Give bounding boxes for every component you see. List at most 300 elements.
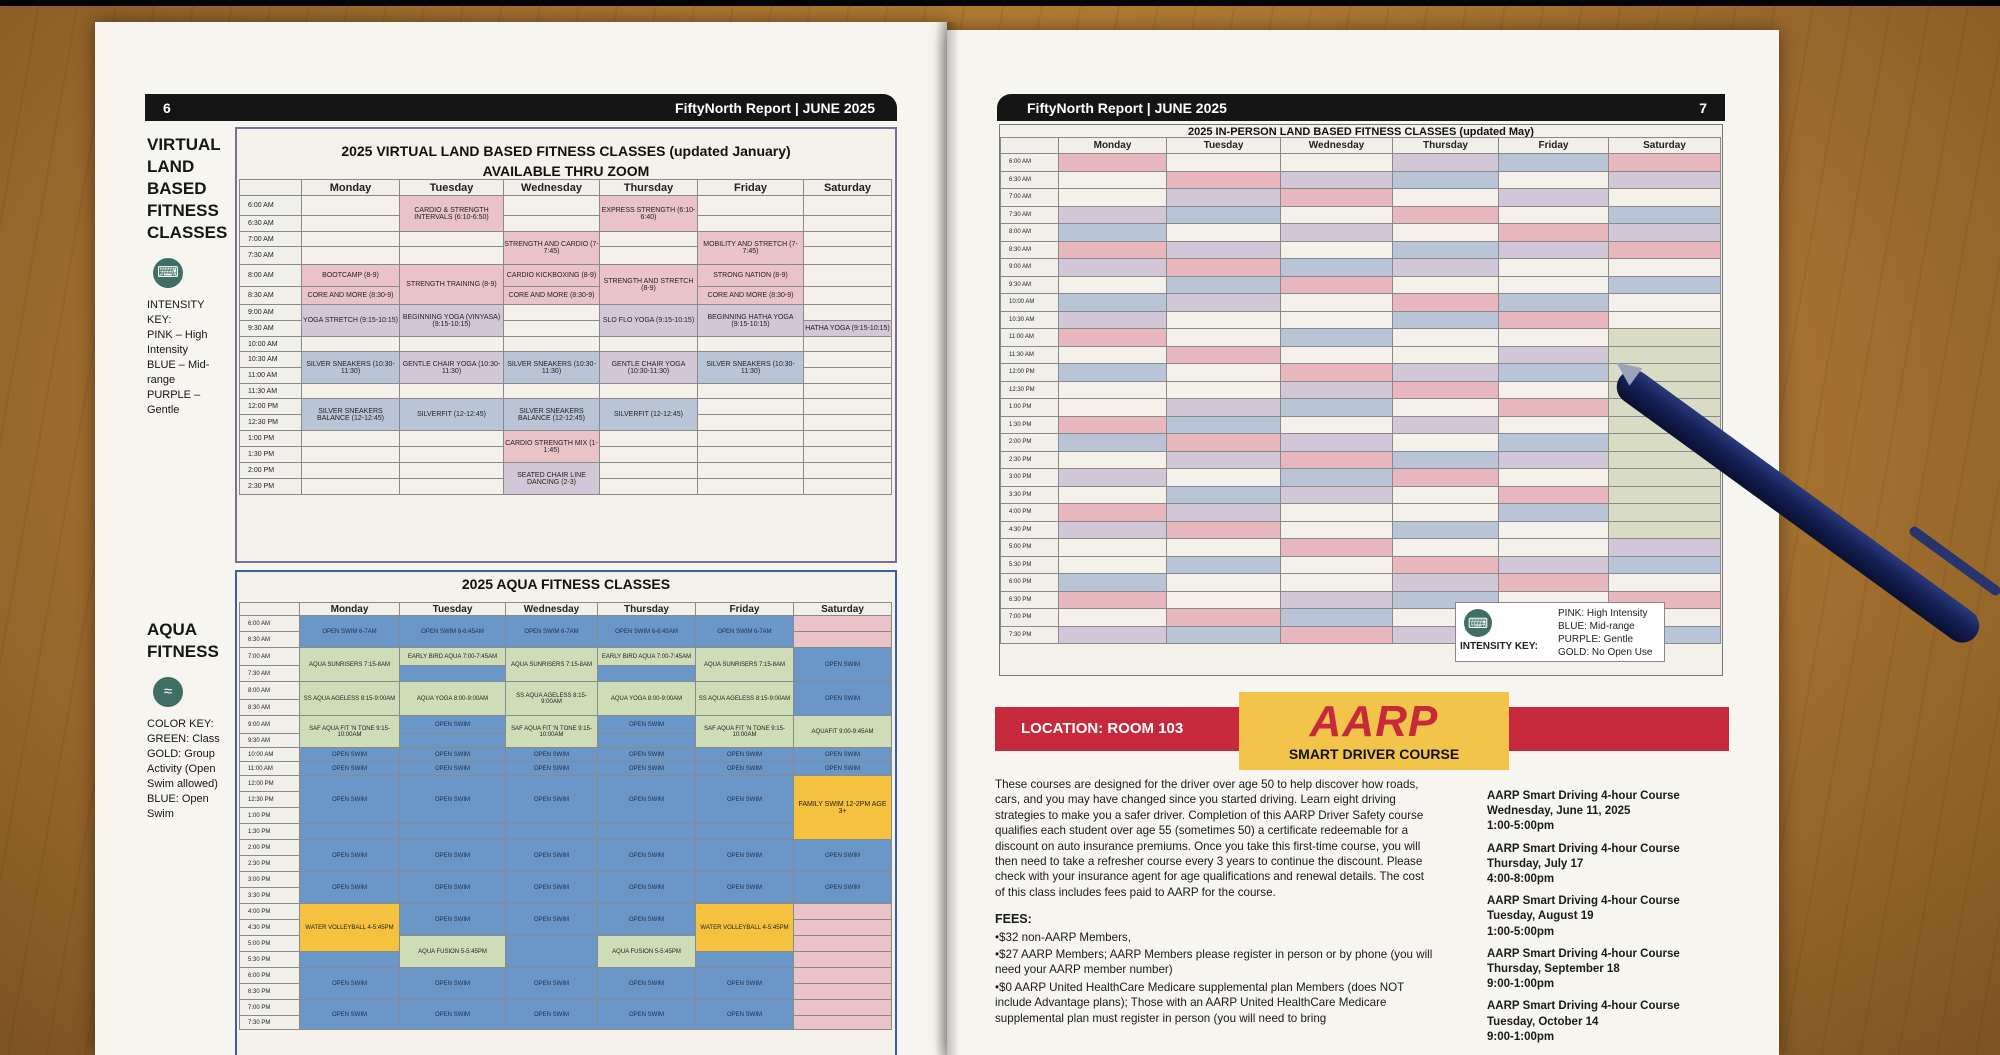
key-line-gold: GOLD: No Open Use bbox=[1558, 647, 1653, 658]
class-cell: OPEN SWIM 6-7AM bbox=[696, 616, 794, 648]
class-cell: AQUA YOGA 8:00-9:00AM bbox=[400, 682, 506, 716]
class-cell: OPEN SWIM bbox=[400, 872, 506, 904]
class-cell: AQUA YOGA 8:00-9:00AM bbox=[598, 682, 696, 716]
schedule-cell bbox=[1393, 189, 1499, 207]
time-cell: 6:30 AM bbox=[1001, 171, 1059, 189]
schedule-cell bbox=[1499, 556, 1609, 574]
aarp-logo bbox=[1239, 692, 1509, 770]
class-cell: OPEN SWIM 6-7AM bbox=[506, 616, 598, 648]
aqua-schedule-table bbox=[239, 602, 892, 1030]
swimmer-icon: ≈ bbox=[153, 677, 183, 707]
schedule-cell bbox=[1499, 469, 1609, 487]
class-cell: STRENGTH TRAINING (8-9) bbox=[400, 265, 504, 305]
schedule-cell bbox=[1059, 591, 1167, 609]
schedule-cell bbox=[1499, 259, 1609, 277]
class-cell: CARDIO KICKBOXING (8-9) bbox=[504, 265, 600, 287]
class-cell: SAF AQUA FIT 'N TONE 9:15-10:00AM bbox=[506, 716, 598, 748]
time-cell: 10:00 AM bbox=[1001, 294, 1059, 312]
class-cell: AQUA SUNRISERS 7:15-8AM bbox=[696, 648, 794, 682]
class-cell: OPEN SWIM bbox=[598, 840, 696, 872]
aarp-brand: AARP bbox=[1309, 697, 1439, 746]
time-cell: 10:00 AM bbox=[240, 337, 302, 352]
time-cell: 6:30 PM bbox=[240, 984, 300, 1000]
day-header: Saturday bbox=[1609, 138, 1721, 154]
class-cell: AQUA SUNRISERS 7:15-8AM bbox=[300, 648, 400, 682]
class-cell: SILVER SNEAKERS (10:30-11:30) bbox=[504, 352, 600, 384]
schedule-cell bbox=[1281, 399, 1393, 417]
schedule-cell bbox=[1059, 609, 1167, 627]
schedule-cell bbox=[1281, 591, 1393, 609]
inperson-schedule bbox=[999, 124, 1723, 676]
class-cell: OPEN SWIM bbox=[696, 968, 794, 1000]
schedule-cell bbox=[1167, 609, 1281, 627]
schedule-cell bbox=[1167, 364, 1281, 382]
class-cell: SILVER SNEAKERS (10:30-11:30) bbox=[302, 352, 400, 384]
schedule-cell bbox=[1167, 294, 1281, 312]
time-cell: 2:00 PM bbox=[240, 463, 302, 479]
class-cell: CORE AND MORE (8:30-9) bbox=[698, 287, 804, 305]
class-cell: OPEN SWIM bbox=[506, 776, 598, 824]
day-header: Thursday bbox=[598, 603, 696, 616]
book-gutter bbox=[935, 22, 959, 1055]
schedule-cell bbox=[1167, 469, 1281, 487]
schedule-cell bbox=[1059, 381, 1167, 399]
class-cell: OPEN SWIM bbox=[794, 840, 892, 872]
schedule-cell bbox=[1167, 416, 1281, 434]
time-cell: 2:30 PM bbox=[240, 856, 300, 872]
schedule-cell bbox=[1281, 206, 1393, 224]
time-cell: 4:30 PM bbox=[1001, 521, 1059, 539]
class-cell: STRENGTH AND CARDIO (7-7:45) bbox=[504, 232, 600, 265]
class-cell: SILVERFIT (12-12:45) bbox=[400, 399, 504, 431]
class-cell: OPEN SWIM bbox=[598, 1000, 696, 1030]
class-cell: AQUA FUSION 5-5:45PM bbox=[400, 936, 506, 968]
right-header-title: FiftyNorth Report | JUNE 2025 bbox=[1027, 99, 1227, 116]
key-line-gold: GOLD: Group Activity (Open Swim allowed) bbox=[147, 748, 218, 790]
schedule-cell bbox=[1281, 626, 1393, 644]
class-cell: OPEN SWIM bbox=[696, 776, 794, 824]
schedule-cell bbox=[1167, 591, 1281, 609]
schedule-cell bbox=[1499, 381, 1609, 399]
session-item: AARP Smart Driving 4-hour Course Thursday, July 17 4:00-8:00pm bbox=[1487, 842, 1680, 886]
class-cell: EARLY BIRD AQUA 7:00-7:45AM bbox=[598, 648, 696, 666]
schedule-cell bbox=[1281, 486, 1393, 504]
time-cell: 10:30 AM bbox=[240, 352, 302, 368]
key-line-open: BLUE: Open Swim bbox=[147, 793, 209, 820]
schedule-cell bbox=[1281, 259, 1393, 277]
keyboard-icon: ⌨ bbox=[1464, 609, 1492, 637]
intensity-key-label: INTENSITY KEY: bbox=[1460, 641, 1538, 652]
schedule-cell bbox=[1499, 294, 1609, 312]
class-cell: OPEN SWIM bbox=[598, 872, 696, 904]
time-cell: 4:30 PM bbox=[240, 920, 300, 936]
schedule-cell bbox=[1393, 539, 1499, 557]
schedule-cell bbox=[1167, 486, 1281, 504]
schedule-cell bbox=[1281, 539, 1393, 557]
day-header: Thursday bbox=[600, 180, 698, 196]
schedule-cell bbox=[1281, 451, 1393, 469]
schedule-cell bbox=[1499, 539, 1609, 557]
schedule-cell bbox=[1393, 381, 1499, 399]
schedule-cell bbox=[1059, 276, 1167, 294]
time-cell: 1:00 PM bbox=[240, 431, 302, 447]
aarp-description bbox=[995, 777, 1435, 1026]
class-cell: BOOTCAMP (8-9) bbox=[302, 265, 400, 287]
schedule-cell bbox=[1059, 469, 1167, 487]
key-line-purple: PURPLE: Gentle bbox=[1558, 634, 1634, 645]
schedule-cell bbox=[1059, 574, 1167, 592]
schedule-cell bbox=[1499, 329, 1609, 347]
schedule-cell bbox=[1393, 364, 1499, 382]
schedule-cell bbox=[1499, 364, 1609, 382]
time-cell: 3:00 PM bbox=[240, 872, 300, 888]
time-cell: 2:00 PM bbox=[1001, 434, 1059, 452]
class-cell: SILVER SNEAKERS BALANCE (12-12:45) bbox=[504, 399, 600, 431]
time-cell: 10:30 AM bbox=[1001, 311, 1059, 329]
day-header: Friday bbox=[1499, 138, 1609, 154]
schedule-cell bbox=[1167, 329, 1281, 347]
schedule-cell bbox=[1281, 504, 1393, 522]
time-cell: 2:00 PM bbox=[240, 840, 300, 856]
day-header: Wednesday bbox=[1281, 138, 1393, 154]
schedule-cell bbox=[1059, 189, 1167, 207]
class-cell: SILVER SNEAKERS BALANCE (12-12:45) bbox=[302, 399, 400, 431]
time-cell: 4:00 PM bbox=[1001, 504, 1059, 522]
schedule-cell bbox=[1393, 434, 1499, 452]
schedule-cell bbox=[1281, 276, 1393, 294]
schedule-cell bbox=[1609, 486, 1721, 504]
schedule-cell bbox=[1167, 171, 1281, 189]
day-header: Tuesday bbox=[400, 603, 506, 616]
time-cell: 6:00 AM bbox=[240, 196, 302, 216]
class-cell: FAMILY SWIM 12-2PM AGE 3+ bbox=[794, 776, 892, 840]
class-cell: OPEN SWIM bbox=[794, 872, 892, 904]
key-line-pink: PINK – High Intensity bbox=[147, 329, 208, 356]
class-cell: EARLY BIRD AQUA 7:00-7:45AM bbox=[400, 648, 506, 666]
class-cell: OPEN SWIM bbox=[400, 840, 506, 872]
schedule-cell bbox=[1281, 469, 1393, 487]
schedule-cell bbox=[1059, 416, 1167, 434]
time-cell: 6:00 PM bbox=[1001, 574, 1059, 592]
session-item: AARP Smart Driving 4-hour Course Tuesday, August 19 1:00-5:00pm bbox=[1487, 895, 1680, 938]
time-cell: 3:30 PM bbox=[240, 888, 300, 904]
schedule-cell bbox=[1167, 241, 1281, 259]
class-cell: OPEN SWIM bbox=[300, 872, 400, 904]
schedule-cell bbox=[1281, 171, 1393, 189]
schedule-cell bbox=[1609, 521, 1721, 539]
day-header: Saturday bbox=[804, 180, 892, 196]
schedule-cell bbox=[1281, 556, 1393, 574]
time-cell: 8:30 AM bbox=[240, 700, 300, 716]
schedule-cell bbox=[1167, 189, 1281, 207]
class-cell: BEGINNING HATHA YOGA (9:15-10:15) bbox=[698, 305, 804, 337]
schedule-cell bbox=[1499, 154, 1609, 172]
aarp-location: LOCATION: ROOM 103 bbox=[1021, 720, 1184, 737]
schedule-cell bbox=[1281, 574, 1393, 592]
time-cell: 4:00 PM bbox=[240, 904, 300, 920]
class-cell: OPEN SWIM bbox=[794, 648, 892, 682]
schedule-cell bbox=[1609, 276, 1721, 294]
time-cell: 7:00 AM bbox=[240, 648, 300, 666]
schedule-cell bbox=[1393, 451, 1499, 469]
left-header-title: FiftyNorth Report | JUNE 2025 bbox=[675, 99, 875, 116]
aqua-schedule bbox=[235, 570, 897, 1055]
schedule-cell bbox=[1167, 434, 1281, 452]
time-cell: 9:30 AM bbox=[1001, 276, 1059, 294]
schedule-cell bbox=[1059, 626, 1167, 644]
time-cell: 1:00 PM bbox=[1001, 399, 1059, 417]
class-cell: OPEN SWIM bbox=[506, 904, 598, 936]
time-cell: 11:30 AM bbox=[1001, 346, 1059, 364]
day-header: Thursday bbox=[1393, 138, 1499, 154]
class-cell: OPEN SWIM bbox=[400, 1000, 506, 1030]
schedule-cell bbox=[1059, 171, 1167, 189]
schedule-cell bbox=[1059, 399, 1167, 417]
schedule-cell bbox=[1499, 206, 1609, 224]
schedule-cell bbox=[1609, 311, 1721, 329]
schedule-cell bbox=[1499, 504, 1609, 522]
time-cell: 9:00 AM bbox=[240, 305, 302, 321]
time-cell: 9:00 AM bbox=[240, 716, 300, 734]
schedule-cell bbox=[1167, 311, 1281, 329]
right-page bbox=[947, 30, 1779, 1055]
class-cell: OPEN SWIM bbox=[400, 968, 506, 1000]
class-cell: OPEN SWIM bbox=[400, 716, 506, 734]
schedule-cell bbox=[1609, 154, 1721, 172]
schedule-cell bbox=[1393, 171, 1499, 189]
class-cell: WATER VOLLEYBALL 4-5:45PM bbox=[300, 904, 400, 952]
schedule-cell bbox=[1059, 434, 1167, 452]
class-cell: OPEN SWIM bbox=[598, 968, 696, 1000]
class-cell: OPEN SWIM bbox=[794, 748, 892, 762]
keyboard-icon: ⌨ bbox=[153, 258, 183, 288]
aqua-schedule-title: 2025 AQUA FITNESS CLASSES bbox=[461, 576, 671, 592]
class-cell: OPEN SWIM bbox=[598, 762, 696, 776]
class-cell: OPEN SWIM bbox=[506, 968, 598, 1000]
class-cell: SS AQUA AGELESS 8:15-9:00AM bbox=[696, 682, 794, 716]
schedule-cell bbox=[1393, 556, 1499, 574]
class-cell: OPEN SWIM bbox=[400, 762, 506, 776]
left-page-number: 6 bbox=[163, 99, 171, 116]
schedule-cell bbox=[1281, 521, 1393, 539]
class-cell: OPEN SWIM bbox=[696, 748, 794, 762]
time-cell: 5:00 PM bbox=[240, 936, 300, 952]
class-cell: SEATED CHAIR LINE DANCING (2-3) bbox=[504, 463, 600, 495]
schedule-cell bbox=[1609, 259, 1721, 277]
time-cell: 11:30 AM bbox=[240, 384, 302, 399]
schedule-cell bbox=[1609, 469, 1721, 487]
day-header: Tuesday bbox=[400, 180, 504, 196]
schedule-cell bbox=[1393, 276, 1499, 294]
schedule-cell bbox=[1499, 416, 1609, 434]
schedule-cell bbox=[1499, 311, 1609, 329]
time-cell: 7:00 AM bbox=[1001, 189, 1059, 207]
class-cell: OPEN SWIM bbox=[598, 776, 696, 824]
inperson-body bbox=[1001, 154, 1721, 644]
schedule-cell bbox=[1499, 486, 1609, 504]
schedule-cell bbox=[1393, 329, 1499, 347]
schedule-cell bbox=[1499, 276, 1609, 294]
time-cell: 9:30 AM bbox=[240, 734, 300, 748]
class-cell: OPEN SWIM bbox=[300, 1000, 400, 1030]
session-item: AARP Smart Driving 4-hour Course Wednesday, June 11, 2025 1:00-5:00pm bbox=[1487, 790, 1680, 833]
class-cell: OPEN SWIM bbox=[696, 840, 794, 872]
schedule-cell bbox=[1393, 154, 1499, 172]
schedule-cell bbox=[1281, 224, 1393, 242]
class-cell: OPEN SWIM bbox=[400, 904, 506, 936]
schedule-cell bbox=[1393, 346, 1499, 364]
schedule-cell bbox=[1499, 346, 1609, 364]
day-header: Monday bbox=[302, 180, 400, 196]
class-cell: OPEN SWIM bbox=[696, 1000, 794, 1030]
time-cell: 7:30 AM bbox=[240, 247, 302, 265]
schedule-cell bbox=[1393, 241, 1499, 259]
key-line-pink: PINK: High Intensity bbox=[1558, 608, 1648, 619]
time-cell: 7:00 PM bbox=[240, 1000, 300, 1016]
schedule-cell bbox=[1393, 574, 1499, 592]
class-cell: OPEN SWIM bbox=[794, 762, 892, 776]
schedule-cell bbox=[1393, 294, 1499, 312]
schedule-cell bbox=[1281, 609, 1393, 627]
fee-item: •$27 AARP Members; AARP Members please register in person or by phone (you will need your AARP member number) bbox=[995, 948, 1433, 977]
schedule-cell bbox=[1059, 206, 1167, 224]
schedule-cell bbox=[1499, 521, 1609, 539]
time-cell: 8:00 AM bbox=[240, 265, 302, 287]
schedule-cell bbox=[1499, 241, 1609, 259]
schedule-cell bbox=[1609, 189, 1721, 207]
class-cell: OPEN SWIM bbox=[506, 872, 598, 904]
schedule-cell bbox=[1167, 276, 1281, 294]
class-cell: MOBILITY AND STRETCH (7-7:45) bbox=[698, 232, 804, 265]
intensity-key-box bbox=[1455, 602, 1665, 662]
schedule-cell bbox=[1281, 311, 1393, 329]
key-line-blue: BLUE – Mid-range bbox=[147, 359, 210, 386]
aarp-course-title: SMART DRIVER COURSE bbox=[1288, 746, 1460, 762]
schedule-cell bbox=[1281, 241, 1393, 259]
schedule-cell bbox=[1281, 434, 1393, 452]
schedule-cell bbox=[1609, 346, 1721, 364]
schedule-cell bbox=[1609, 539, 1721, 557]
schedule-cell bbox=[1609, 206, 1721, 224]
day-header: Friday bbox=[698, 180, 804, 196]
time-cell: 9:00 AM bbox=[1001, 259, 1059, 277]
class-cell: AQUA FUSION 5-5:45PM bbox=[598, 936, 696, 968]
class-cell: SS AQUA AGELESS 8:15-9:00AM bbox=[506, 682, 598, 716]
time-cell: 7:30 PM bbox=[240, 1016, 300, 1030]
schedule-cell bbox=[1167, 521, 1281, 539]
time-cell: 2:30 PM bbox=[1001, 451, 1059, 469]
class-cell: OPEN SWIM bbox=[506, 1000, 598, 1030]
day-header: Wednesday bbox=[504, 180, 600, 196]
schedule-cell bbox=[1393, 469, 1499, 487]
time-cell: 6:30 AM bbox=[240, 216, 302, 232]
schedule-cell bbox=[1059, 224, 1167, 242]
class-cell: OPEN SWIM bbox=[300, 762, 400, 776]
schedule-cell bbox=[1281, 364, 1393, 382]
class-cell: CARDIO & STRENGTH INTERVALS (6:10-6:50) bbox=[400, 196, 504, 232]
time-cell: 1:30 PM bbox=[240, 824, 300, 840]
schedule-cell bbox=[1059, 504, 1167, 522]
schedule-cell bbox=[1393, 416, 1499, 434]
class-cell: OPEN SWIM bbox=[598, 748, 696, 762]
class-cell: OPEN SWIM 6-7AM bbox=[300, 616, 400, 648]
class-cell: OPEN SWIM bbox=[598, 904, 696, 936]
time-cell: 3:00 PM bbox=[1001, 469, 1059, 487]
time-cell: 10:00 AM bbox=[240, 748, 300, 762]
class-cell: OPEN SWIM bbox=[400, 776, 506, 824]
virtual-schedule-table bbox=[239, 179, 892, 495]
schedule-cell bbox=[1393, 504, 1499, 522]
time-cell: 5:00 PM bbox=[1001, 539, 1059, 557]
schedule-cell bbox=[1059, 294, 1167, 312]
schedule-cell bbox=[1393, 311, 1499, 329]
day-header: Tuesday bbox=[1167, 138, 1281, 154]
time-cell: 1:30 PM bbox=[1001, 416, 1059, 434]
schedule-cell bbox=[1167, 539, 1281, 557]
class-cell: SAF AQUA FIT 'N TONE 9:15-10:00AM bbox=[696, 716, 794, 748]
class-cell: BEGINNING YOGA (VINYASA) (9:15-10:15) bbox=[400, 305, 504, 337]
time-cell: 2:30 PM bbox=[240, 479, 302, 495]
class-cell: GENTLE CHAIR YOGA (10:30-11:30) bbox=[400, 352, 504, 384]
schedule-cell bbox=[1167, 346, 1281, 364]
time-cell: 11:00 AM bbox=[240, 762, 300, 776]
class-cell: OPEN SWIM bbox=[300, 776, 400, 824]
time-cell: 6:30 PM bbox=[1001, 591, 1059, 609]
aqua-sidebar bbox=[147, 619, 227, 822]
schedule-cell bbox=[1609, 294, 1721, 312]
key-line-purple: PURPLE – Gentle bbox=[147, 389, 201, 416]
class-cell: OPEN SWIM bbox=[696, 762, 794, 776]
time-cell: 5:30 PM bbox=[240, 952, 300, 968]
schedule-cell bbox=[1609, 574, 1721, 592]
virtual-schedule-title: 2025 VIRTUAL LAND BASED FITNESS CLASSES (updated January) bbox=[341, 143, 791, 159]
schedule-cell bbox=[1281, 189, 1393, 207]
color-key-label: COLOR KEY: bbox=[147, 718, 214, 730]
class-cell: OPEN SWIM bbox=[300, 748, 400, 762]
virtual-schedule-subtitle: AVAILABLE THRU ZOOM bbox=[482, 163, 650, 179]
virtual-sidebar bbox=[147, 134, 227, 418]
class-cell: OPEN SWIM 6-6:45AM bbox=[400, 616, 506, 648]
schedule-cell bbox=[1167, 259, 1281, 277]
time-cell: 11:00 AM bbox=[240, 368, 302, 384]
class-cell: AQUAFIT 9:00-9:45AM bbox=[794, 716, 892, 748]
class-cell: SILVER SNEAKERS (10:30-11:30) bbox=[698, 352, 804, 384]
time-cell: 7:00 AM bbox=[240, 232, 302, 247]
schedule-cell bbox=[1167, 451, 1281, 469]
right-page-number: 7 bbox=[1699, 99, 1707, 116]
class-cell: OPEN SWIM bbox=[696, 872, 794, 904]
virtual-schedule bbox=[235, 127, 897, 563]
class-cell: STRENGTH AND STRETCH (8-9) bbox=[600, 265, 698, 305]
fees-label: FEES: bbox=[995, 912, 1032, 927]
class-cell: AQUA SUNRISERS 7:15-8AM bbox=[506, 648, 598, 682]
inperson-schedule-title: 2025 IN-PERSON LAND BASED FITNESS CLASSES (updated May) bbox=[1188, 126, 1534, 138]
schedule-cell bbox=[1059, 364, 1167, 382]
time-cell: 6:00 AM bbox=[240, 616, 300, 632]
class-cell: GENTLE CHAIR YOGA (10:30-11:30) bbox=[600, 352, 698, 384]
schedule-cell bbox=[1609, 556, 1721, 574]
virtual-sidebar-title: VIRTUAL LAND BASED FITNESS CLASSES bbox=[147, 135, 228, 242]
schedule-cell bbox=[1167, 574, 1281, 592]
class-cell: OPEN SWIM bbox=[506, 762, 598, 776]
schedule-cell bbox=[1393, 399, 1499, 417]
schedule-cell bbox=[1059, 346, 1167, 364]
schedule-cell bbox=[1167, 381, 1281, 399]
schedule-cell bbox=[1393, 206, 1499, 224]
schedule-cell bbox=[1609, 171, 1721, 189]
schedule-cell bbox=[1059, 486, 1167, 504]
time-cell: 12:30 PM bbox=[240, 792, 300, 808]
